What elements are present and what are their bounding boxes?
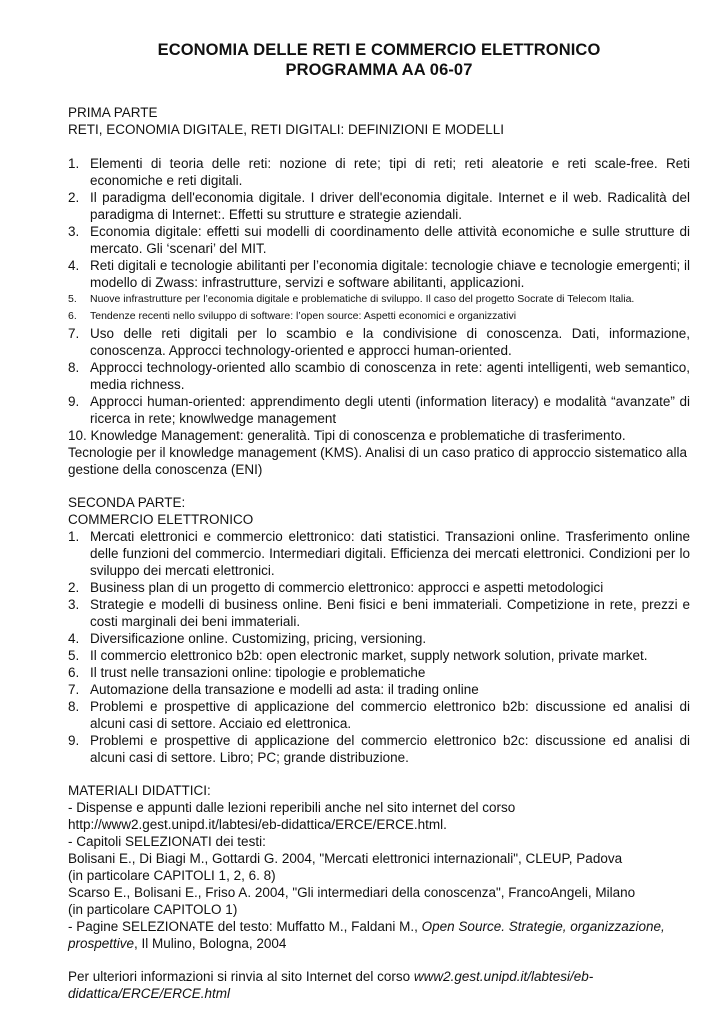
materials-heading: MATERIALI DIDATTICI: (68, 783, 211, 798)
list-item: 7. Uso delle reti digitali per lo scambio e la condivisione di conoscenza. Dati, informazione, conoscenza. Approcci technology-oriented e approcci human-oriented. (68, 326, 690, 358)
list-item: 2. Il paradigma dell'economia digitale. I driver dell'economia digitale. Internet e il web. Radicalità del paradigma di Internet:. Effetti su strutture e strategie aziendali. (68, 190, 690, 222)
part-one-list (68, 155, 690, 427)
list-item: 6. Il trust nelle transazioni online: tipologie e problematiche (68, 665, 426, 680)
list-item: 9. Approcci human-oriented: apprendimento degli utenti (information literacy) e modalità “avanzate” di ricerca in rete; knowlwedge management (68, 394, 690, 426)
materials-line: - Dispense e appunti dalle lezioni reperibili anche nel sito internet del corso (68, 800, 516, 815)
title-line-2: PROGRAMMA AA 06-07 (285, 61, 473, 79)
materials-line: - Pagine SELEZIONATE del testo: Muffatto M., Faldani M., Open Source. Strategie, organizzazione, prospettive, Il Mulino, Bologna, 2004 (68, 919, 665, 951)
list-item: 2. Business plan di un progetto di commercio elettronico: approcci e aspetti metodologici (68, 580, 604, 595)
part-two-label: SECONDA PARTE: (68, 495, 186, 510)
list-item: 4. Reti digitali e tecnologie abilitanti per l’economia digitale: tecnologie chiave e tecnologie emergenti; il modello di Zwass: infrastrutture, servizi e software abilitanti, applicazioni. (68, 258, 690, 290)
list-item: 7. Automazione della transazione e modelli ad asta: il trading online (68, 682, 479, 697)
part-one (68, 104, 690, 478)
part-one-label: PRIMA PARTE (68, 105, 158, 120)
footer-link[interactable]: www2.gest.unipd.it/labtesi/eb-didattica/ERCE/ERCE.html (68, 969, 594, 1001)
course-url[interactable]: http://www2.gest.unipd.it/labtesi/eb-didattica/ERCE/ERCE.html. (68, 817, 447, 832)
part-one-item-10: 10. Knowledge Management: generalità. Tipi di conoscenza e problematiche di trasferimento. Tecnologie per il knowledge management (KMS). Analisi di un caso pratico di approccio sistematico alla gestione della conoscenza (ENI) (68, 428, 688, 477)
list-item: 1. Elementi di teoria delle reti: nozione di rete; tipi di reti; reti aleatorie e reti scale-free. Reti economiche e reti digitali. (68, 156, 690, 188)
document-title (68, 40, 690, 80)
materials-line: Scarso E., Bolisani E., Friso A. 2004, "Gli intermediari della conoscenza", FrancoAngeli, Milano (68, 885, 636, 900)
list-item: 3. Strategie e modelli di business online. Beni fisici e beni immateriali. Competizione in rete, prezzi e costi marginali dei beni immateriali. (68, 597, 690, 629)
document-page (68, 40, 690, 1002)
list-item: 5. Il commercio elettronico b2b: open electronic market, supply network solution, private market. (68, 648, 648, 663)
list-item: 3. Economia digitale: effetti sui modelli di coordinamento delle attività economiche e sulle strutture di mercato. Gli ‘scenari’ del MIT. (68, 224, 690, 256)
list-item: 5. Nuove infrastrutture per l’economia digitale e problematiche di sviluppo. Il caso del progetto Socrate di Telecom Italia. (68, 293, 635, 305)
part-two-list (68, 528, 690, 766)
list-item: 9. Problemi e prospettive di applicazione del commercio elettronico b2c: discussione ed analisi di alcuni casi di settore. Libro; PC; grande distribuzione. (68, 733, 690, 765)
list-item: 6. Tendenze recenti nello sviluppo di software: l’open source: Aspetti economici e organizzativi (68, 310, 517, 322)
teaching-materials (68, 782, 690, 952)
materials-line: Bolisani E., Di Biagi M., Gottardi G. 2004, "Mercati elettronici internazionali", CLEUP, Padova (68, 851, 623, 866)
part-one-heading: RETI, ECONOMIA DIGITALE, RETI DIGITALI: DEFINIZIONI E MODELLI (68, 122, 505, 137)
list-item: 4. Diversificazione online. Customizing, pricing, versioning. (68, 631, 427, 646)
materials-line: (in particolare CAPITOLO 1) (68, 902, 238, 917)
list-item: 8. Approcci technology-oriented allo scambio di conoscenza in rete: agenti intelligenti, web semantico, media richness. (68, 360, 690, 392)
footer-note: Per ulteriori informazioni si rinvia al sito Internet del corso www2.gest.unipd.it/labtesi/eb-didattica/ERCE/ERCE.html (68, 969, 594, 1001)
materials-line: (in particolare CAPITOLI 1, 2, 6. 8) (68, 868, 276, 883)
list-item: 8. Problemi e prospettive di applicazione del commercio elettronico b2b: discussione ed analisi di alcuni casi di settore. Acciaio ed elettronica. (68, 699, 690, 731)
part-two-heading: COMMERCIO ELETTRONICO (68, 512, 254, 527)
title-line-1: ECONOMIA DELLE RETI E COMMERCIO ELETTRONICO (157, 41, 601, 59)
part-two (68, 494, 690, 766)
list-item: 1. Mercati elettronici e commercio elettronico: dati statistici. Transazioni online. Trasferimento online delle funzioni del commercio. Intermediari digitali. Efficienza dei mercati elettronici. Condizioni per lo sviluppo dei mercati elettronici. (68, 529, 690, 578)
materials-line: - Capitoli SELEZIONATI dei testi: (68, 834, 266, 849)
